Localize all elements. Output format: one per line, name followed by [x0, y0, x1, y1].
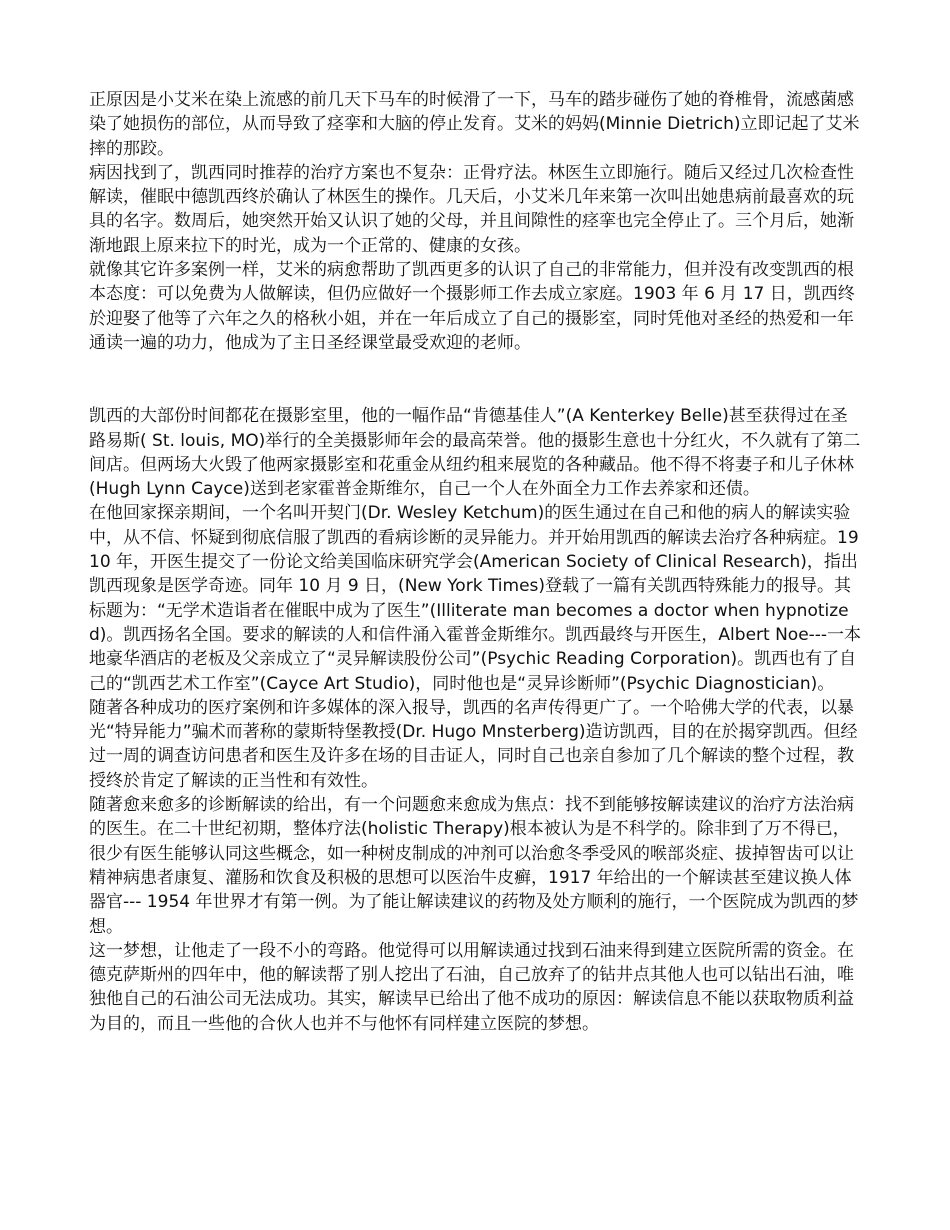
section-1 [89, 88, 864, 355]
paragraph: 在他回家探亲期间，一个名叫开契门(Dr. Wesley Ketchum)的医生通过在自己和他的病人的解读实验中，从不信、怀疑到彻底信服了凯西的看病诊断的灵异能力。并开始用凯西的解读去治疗各种病症。1910 年，开医生提交了一份论文给美国临床研究学会(American Society of Clinical Research)，指出凯西现象是医学奇迹。同年 10 月 9 日，(New York Times)登载了一篇有关凯西特殊能力的报导。其标题为：“无学术造诣者在催眠中成为了医生”(Illiterate man becomes a doctor when hypnotized)。凯西扬名全国。要求的解读的人和信件涌入霍普金斯维尔。凯西最终与开医生，Albert Noe---一本地豪华酒店的老板及父亲成立了“灵异解读股份公司”(Psychic Reading Corporation)。凯西也有了自己的“凯西艺术工作室”(Cayce Art Studio)，同时他也是“灵异诊断师”(Psychic Diagnostician)。 [89, 503, 862, 694]
paragraph: 随著各种成功的医疗案例和许多媒体的深入报导，凯西的名声传得更广了。一个哈佛大学的代表，以暴光“特异能力”骗术而著称的蒙斯特堡教授(Dr. Hugo Mnsterberg)造访凯西，目的在於揭穿凯西。但经过一周的调查访问患者和医生及许多在场的目击证人，同时自己也亲自参加了几个解读的整个过程，教授终於肯定了解读的正当性和有效性。 [89, 697, 858, 791]
paragraph: 凯西的大部份时间都花在摄影室里，他的一幅作品“肯德基佳人”(A Kenterkey Belle)甚至获得过在圣路易斯( St. louis, MO)举行的全美摄影师年会的最高荣誉。他的摄影生意也十分红火，不久就有了第二间店。但两场大火毁了他两家摄影室和花重金从纽约租来展览的各种藏品。他不得不将妻子和儿子休林(Hugh Lynn Cayce)送到老家霍普金斯维尔，自己一个人在外面全力工作去养家和还债。 [89, 406, 861, 500]
paragraph: 随著愈来愈多的诊断解读的给出，有一个问题愈来愈成为焦点：找不到能够按解读建议的治疗方法治病的医生。在二十世纪初期，整体疗法(holistic Therapy)根本被认为是不科学的。除非到了万不得已，很少有医生能够认同这些概念，如一种树皮制成的冲剂可以治愈冬季受风的喉部炎症、拔掉智齿可以让精神病患者康复、灌肠和饮食及积极的思想可以医治牛皮癣，1917 年给出的一个解读甚至建议换人体器官--- 1954 年世界才有第一例。为了能让解读建议的药物及处方顺利的施行，一个医院成为凯西的梦想。 [89, 795, 859, 937]
paragraph: 病因找到了，凯西同时推荐的治疗方案也不复杂：正骨疗法。林医生立即施行。随后又经过几次检查性解读，催眠中德凯西终於确认了林医生的操作。几天后，小艾米几年来第一次叫出她患病前最喜欢的玩具的名字。数周后，她突然开始又认识了她的父母，并且间隙性的痉挛也完全停止了。三个月后，她渐渐地跟上原来拉下的时光，成为一个正常的、健康的女孩。 [89, 162, 854, 256]
paragraph: 就像其它许多案例一样，艾米的病愈帮助了凯西更多的认识了自己的非常能力，但并没有改变凯西的根本态度：可以免费为人做解读，但仍应做好一个摄影师工作去成立家庭。1903 年 6 月 17 日，凯西终於迎娶了他等了六年之久的格秋小姐，并在一年后成立了自己的摄影室，同时凭他对圣经的热爱和一年通读一遍的功力，他成为了主日圣经课堂最受欢迎的老师。 [89, 260, 855, 353]
document-page [89, 88, 864, 1036]
section-2 [89, 404, 864, 1036]
paragraph: 这一梦想，让他走了一段不小的弯路。他觉得可以用解读通过找到石油来得到建立医院所需的资金。在德克萨斯州的四年中，他的解读帮了别人挖出了石油，自己放弃了的钻井点其他人也可以钻出石油，唯独他自己的石油公司无法成功。其实，解读早已给出了他不成功的原因：解读信息不能以获取物质利益为目的，而且一些他的合伙人也并不与他怀有同样建立医院的梦想。 [89, 940, 854, 1034]
section-gap [89, 355, 864, 404]
paragraph: 正原因是小艾米在染上流感的前几天下马车的时候滑了一下，马车的踏步碰伤了她的脊椎骨，流感菌感染了她损伤的部位，从而导致了痉挛和大脑的停止发育。艾米的妈妈(Minnie Dietrich)立即记起了艾米摔的那跤。 [89, 90, 860, 159]
